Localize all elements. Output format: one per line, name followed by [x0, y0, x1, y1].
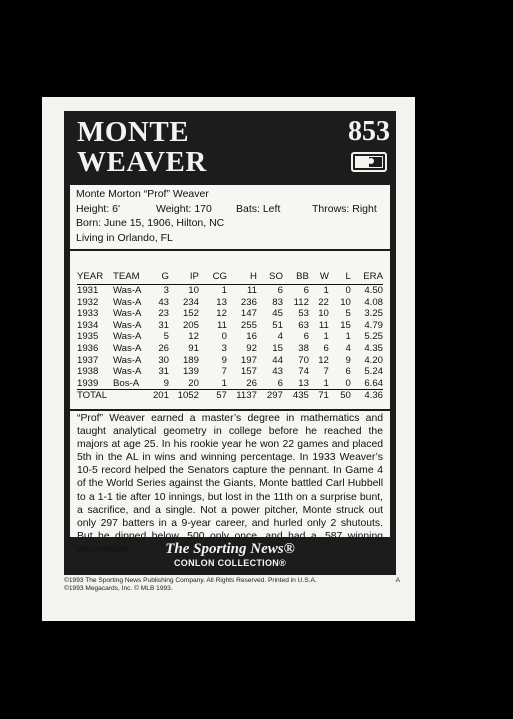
stats-cell: 1 — [221, 285, 227, 296]
stats-cell: 255 — [240, 319, 257, 331]
stats-cell: 10 — [188, 285, 199, 296]
stats-cell: 139 — [182, 366, 199, 378]
stats-cell: 5 — [163, 331, 169, 343]
stats-body — [77, 285, 383, 402]
player-first-name: MONTE — [77, 116, 190, 148]
stats-cell: 0 — [345, 377, 351, 389]
stats-cell: 4.36 — [351, 390, 383, 402]
residence: Living in Orlando, FL — [76, 231, 173, 244]
col-header: L — [329, 269, 351, 285]
col-header: CG — [199, 269, 227, 285]
stats-cell: 11 — [246, 285, 257, 296]
col-header: H — [227, 269, 257, 285]
stats-cell: 4.79 — [364, 319, 383, 331]
stats-cell: 13 — [216, 296, 227, 308]
stats-cell: 23 — [158, 308, 169, 320]
stats-cell: Was-A — [112, 366, 142, 378]
stats-cell: 12 — [318, 354, 329, 366]
bats: Bats: Left — [236, 202, 281, 215]
full-name: Monte Morton “Prof” Weaver — [76, 188, 209, 200]
stats-cell: 1 — [323, 331, 329, 343]
stats-cell: 1931 — [77, 285, 99, 296]
stats-cell: 12 — [188, 331, 199, 343]
stats-cell: 44 — [272, 354, 283, 366]
stats-cell: 3 — [221, 342, 227, 354]
stats-total-row — [77, 390, 383, 402]
stats-cell: 30 — [158, 354, 169, 366]
stats-row — [77, 285, 383, 297]
stats-cell: 83 — [272, 296, 283, 308]
stats-row — [77, 297, 383, 309]
stats-cell: 3 — [163, 285, 169, 296]
stats-cell: 234 — [182, 296, 199, 308]
birth-info: Born: June 15, 1906, Hilton, NC — [76, 217, 225, 229]
stats-cell: Was-A — [112, 296, 142, 308]
stats-cell: 38 — [298, 342, 309, 354]
stats-cell: 1939 — [77, 377, 99, 389]
col-header: YEAR — [77, 269, 113, 285]
stats-cell: 6 — [277, 285, 283, 296]
stats-cell: 152 — [182, 308, 199, 320]
stats-cell: 1 — [323, 285, 329, 296]
career-highlights: “Prof” Weaver earned a master’s degree in mathematics and taught analytical geometry in college before he reached the majors at age 25. In his rookie year he won 22 games and placed 5th in the AL in wins and winning percentage. In 1933 Weaver’s 10-5 record helped the Senators capture the pennant. In Game 4 of the World Series against the Giants, Monte battled Carl Hubbell to a 1-1 tie after 10 innings, but lost in the 11th on a surprise bunt, a sacrifice, and a single. Not a power pitcher, Monte struck out only 297 batters in a 9-year career, and hurled only 2 shutouts. But he dipped below .500 only once, and had a .587 winning percentage. — [77, 413, 383, 555]
stats-cell: 6.64 — [364, 377, 383, 389]
baseball-card — [42, 97, 415, 621]
mlb-logo-icon — [351, 152, 387, 172]
stats-cell: 435 — [283, 390, 309, 402]
throws: Throws: Right — [312, 202, 377, 215]
stats-cell: 10 — [318, 308, 329, 320]
col-header: W — [309, 269, 329, 285]
stats-cell: 15 — [340, 319, 351, 331]
stats-cell: 1938 — [77, 366, 99, 378]
stats-cell: Was-A — [112, 354, 142, 366]
stats-cell: Was-A — [112, 319, 142, 331]
stats-cell: 1932 — [77, 296, 99, 308]
stats-header-row — [77, 269, 383, 285]
col-header: ERA — [351, 269, 383, 285]
stats-cell: 0 — [345, 285, 351, 296]
stats-cell: 4.35 — [364, 342, 383, 354]
stats-cell: Was-A — [112, 285, 142, 296]
height: Height: 6' — [76, 202, 121, 215]
brand-logo — [64, 541, 396, 569]
brand-title: The Sporting News® — [165, 541, 295, 557]
stats-row — [77, 308, 383, 320]
stats-cell: 4.08 — [364, 296, 383, 308]
stats-cell: 1137 — [227, 390, 257, 402]
stats-cell: 6 — [303, 331, 309, 343]
stats-row — [77, 355, 383, 367]
stats-cell — [113, 390, 153, 402]
col-header: IP — [169, 269, 199, 285]
stats-cell: 297 — [257, 390, 283, 402]
stats-cell: 43 — [158, 296, 169, 308]
stats-cell: 50 — [329, 390, 351, 402]
stats-cell: 1 — [345, 331, 351, 343]
stats-cell: 12 — [216, 308, 227, 320]
stats-cell: 197 — [240, 354, 257, 366]
stats-cell: 6 — [277, 377, 283, 389]
stats-cell: 201 — [152, 390, 169, 402]
stats-cell: 5 — [345, 308, 351, 320]
stats-cell: 6 — [323, 342, 329, 354]
stats-cell: Was-A — [112, 331, 142, 343]
card-code: A — [395, 577, 400, 584]
stats-cell: 1 — [323, 377, 329, 389]
player-name — [77, 117, 207, 177]
stats-cell: 6 — [303, 285, 309, 296]
player-last-name: WEAVER — [77, 146, 207, 178]
stats-cell: 43 — [272, 366, 283, 378]
stats-cell: 0 — [221, 331, 227, 343]
stats-cell: 4.50 — [364, 285, 383, 296]
stats-cell: 22 — [318, 296, 329, 308]
col-header: G — [153, 269, 169, 285]
card-frame — [64, 111, 396, 575]
stats-cell: 15 — [272, 342, 283, 354]
weight: Weight: 170 — [156, 202, 212, 215]
stats-cell: 1936 — [77, 342, 99, 354]
stats-cell: 20 — [188, 377, 199, 389]
stats-cell: 9 — [163, 377, 169, 389]
stats-cell: Was-A — [112, 308, 142, 320]
stats-cell: 1052 — [169, 390, 199, 402]
stats-row — [77, 343, 383, 355]
col-header: TEAM — [113, 269, 153, 285]
stats-cell: 7 — [323, 366, 329, 378]
stats-cell: 10 — [340, 296, 351, 308]
stats-row — [77, 366, 383, 378]
stats-cell: 4.20 — [364, 354, 383, 366]
stats-cell: 1934 — [77, 319, 99, 331]
stats-cell: Bos-A — [112, 377, 140, 389]
stats-cell: 26 — [246, 377, 257, 389]
stats-cell: 11 — [216, 319, 227, 331]
stats-cell: 1933 — [77, 308, 99, 320]
stats-row — [77, 331, 383, 343]
stats-cell: 4 — [277, 331, 283, 343]
stats-cell: 11 — [318, 319, 329, 331]
col-header: SO — [257, 269, 283, 285]
legal-text — [64, 577, 400, 593]
copyright-line-1: ©1993 The Sporting News Publishing Company. All Rights Reserved. Printed in U.S.A. — [64, 577, 317, 584]
stats-cell: 147 — [240, 308, 257, 320]
stats-cell: 9 — [221, 354, 227, 366]
stats-cell: 7 — [221, 366, 227, 378]
stats-cell: 13 — [298, 377, 309, 389]
bio-section — [76, 188, 384, 246]
stats-cell: 91 — [188, 342, 199, 354]
stats-cell: 112 — [293, 296, 309, 308]
stats-cell: 3.25 — [364, 308, 383, 320]
stats-cell: 53 — [298, 308, 309, 320]
stats-cell: 74 — [298, 366, 309, 378]
stats-cell: 1 — [221, 377, 227, 389]
stats-cell: 71 — [309, 390, 329, 402]
stats-cell: 157 — [240, 366, 257, 378]
stats-cell: 9 — [345, 354, 351, 366]
stats-cell: 1935 — [77, 331, 99, 343]
stats-cell: Was-A — [112, 342, 142, 354]
stats-cell: 70 — [298, 354, 309, 366]
brand-subtitle: CONLON COLLECTION® — [173, 558, 287, 568]
stats-cell: 31 — [158, 366, 169, 378]
stats-table — [77, 269, 383, 402]
stats-cell: 57 — [199, 390, 227, 402]
stats-cell: 16 — [246, 331, 257, 343]
copyright-line-2: ©1993 Megacards, Inc. © MLB 1993. — [64, 585, 173, 592]
stats-cell: 5.24 — [364, 366, 383, 378]
stats-cell: 51 — [272, 319, 283, 331]
divider — [70, 249, 390, 251]
stats-cell: 189 — [182, 354, 199, 366]
stats-cell: 4 — [345, 342, 351, 354]
stats-cell: 26 — [158, 342, 169, 354]
stats-row — [77, 378, 383, 390]
stats-cell: 92 — [246, 342, 257, 354]
col-header: BB — [283, 269, 309, 285]
stats-cell: 31 — [158, 319, 169, 331]
stats-cell: 5.25 — [364, 331, 383, 343]
stats-cell: 236 — [240, 296, 257, 308]
stats-cell: 1937 — [77, 354, 99, 366]
stats-cell: TOTAL — [77, 390, 113, 402]
stats-row — [77, 320, 383, 332]
card-number: 853 — [348, 116, 390, 147]
stats-cell: 6 — [345, 366, 351, 378]
stats-cell: 63 — [298, 319, 309, 331]
divider — [70, 409, 390, 411]
stats-cell: 45 — [272, 308, 283, 320]
stats-cell: 205 — [182, 319, 199, 331]
